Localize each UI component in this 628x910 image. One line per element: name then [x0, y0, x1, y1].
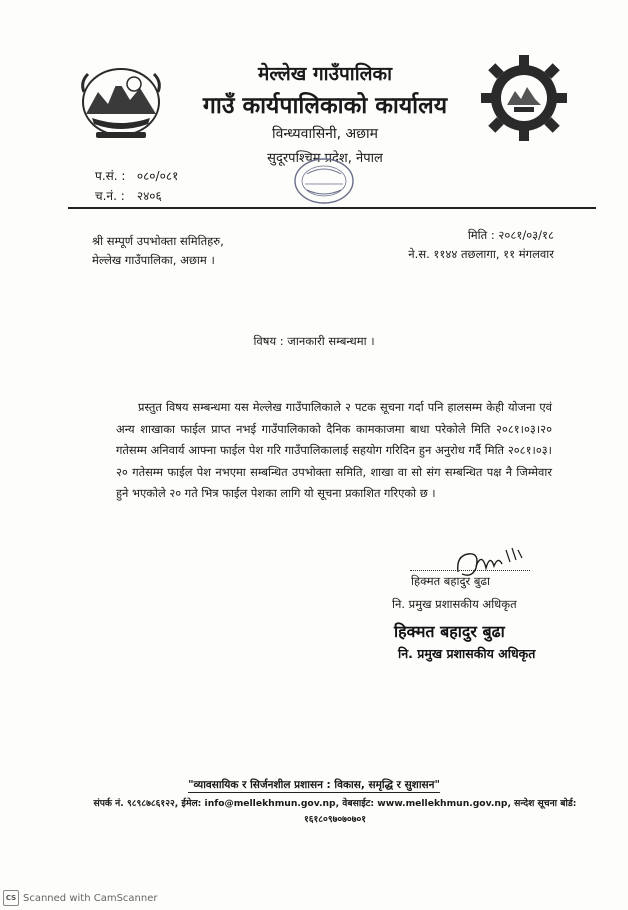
subject-line: विषय : जानकारी सम्बन्धमा । [253, 334, 375, 348]
cn-label: च.नं. : [95, 189, 125, 203]
body-paragraph: प्रस्तुत विषय सम्बन्धमा यस मेल्लेख गाउँपालिकाले २ पटक सूचना गर्दा पनि हालसम्म केही योजना एवं अन्य शाखाका फाईल प्राप्त नभई गाउँपालिकाको दैनिक कामकाजमा बाधा परेकोले मिति २०८१।०३।२० गतेसम्म अनिवार्य आफ्ना फाईल पेश गरि गाउँपालिकालाई सहयोग गरिदिन हुन अनुरोध गर्दै मिति २०८१।०३।२० गतेसम्म फाईल पेश नभएमा सम्बन्धित उपभोक्ता समिति, शाखा वा सो संग सम्बन्धित पक्ष नै जिम्मेवार हुने भएकोले २० गते भित्र फाईल पेशका लागि यो सूचना प्रकाशित गरिएको छ । [116, 400, 552, 500]
footer-contact [85, 796, 585, 828]
office-title: गाउँ कार्यपालिकाको कार्यालय [202, 93, 448, 119]
name-stamp: हिक्मत बहादुर बुढा [394, 622, 505, 641]
addressee-line-1: श्री सम्पूर्ण उपभोक्ता समितिहरु, [92, 234, 224, 248]
municipality-gear-emblem-icon [481, 55, 567, 141]
addressee-line-2: मेल्लेख गाउँपालिका, अछाम । [92, 253, 215, 267]
camscanner-watermark [3, 890, 158, 906]
nepal-emblem-icon [78, 62, 164, 144]
date-line-1: मिति : २०८१/०३/१८ [467, 228, 554, 242]
camscanner-text: Scanned with CamScanner [23, 892, 158, 904]
cn-value: २४०६ [136, 189, 162, 203]
signature-line [410, 570, 530, 571]
letter-number-row [95, 166, 178, 186]
title-stamp: नि. प्रमुख प्रशासकीय अधिकृत [398, 646, 536, 661]
office-name: मेल्लेख गाउँपालिका [257, 63, 393, 85]
motto-text: "व्यावसायिक र सिर्जनशील प्रशासन : विकास, समृद्धि र सुशासन" [188, 779, 440, 791]
office-seal-stamp [293, 156, 355, 206]
dispatch-number-row [95, 186, 178, 206]
camscanner-logo-icon: CS [3, 890, 19, 906]
signatory-title: नि. प्रमुख प्रशासकीय अधिकृत [392, 597, 517, 611]
letter-body [116, 397, 552, 505]
header-divider [68, 207, 596, 209]
reference-block [95, 166, 178, 206]
signatory-name: हिक्मत बहादुर बुढा [411, 574, 490, 588]
contact-line-2: १६१८०९७०७०७०१ [303, 814, 367, 825]
ps-value: ०८०/०८१ [136, 169, 179, 183]
office-location: विन्ध्यवासिनी, अछाम [272, 126, 378, 142]
date-line-2: ने.स. ११४४ तछलागा, ११ मंगलवार [408, 247, 554, 261]
addressee-block [92, 232, 224, 270]
ps-label: प.सं. : [95, 169, 126, 183]
office-province: सुदूरपश्चिम प्रदेश, नेपाल [267, 151, 383, 166]
contact-line-1: संपर्क नं. ९८९८७८६१२२, ईमेल: info@mellekhmun.gov.np, वेबसाईट: www.mellekhmun.gov.np, सन्देश सूचना बोर्ड: [93, 798, 577, 809]
footer-motto [0, 778, 628, 792]
date-block [382, 226, 554, 264]
